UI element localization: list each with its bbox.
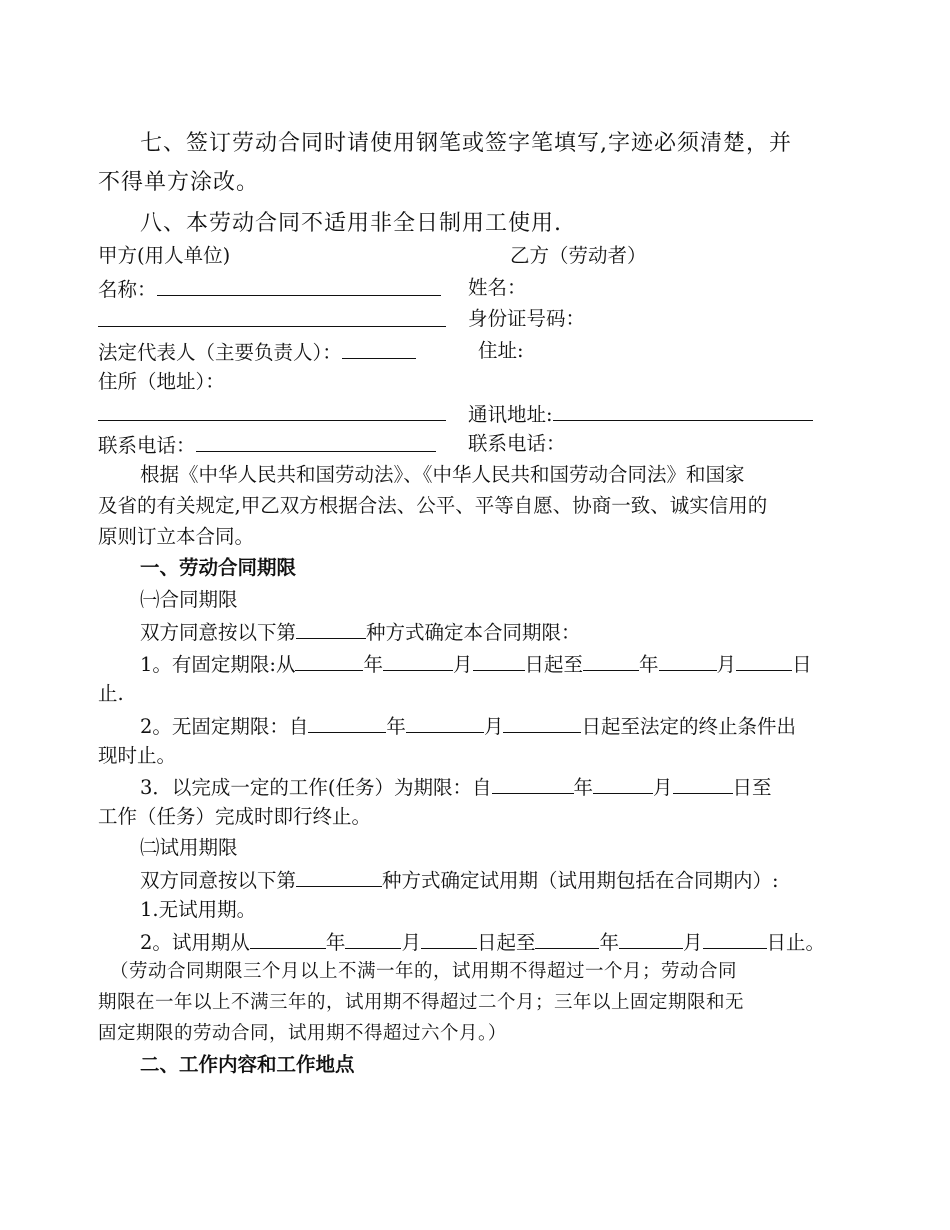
trial-end-day-field[interactable] bbox=[703, 926, 767, 949]
contract-term-choice-field[interactable] bbox=[296, 616, 366, 639]
party-a-residence-label: 住所（地址）： bbox=[98, 370, 225, 393]
open-term-label: 2。无固定期限：自 bbox=[140, 715, 309, 738]
trial-start-day-field[interactable] bbox=[421, 926, 477, 949]
trial-period-label: 2。试用期从 bbox=[140, 931, 250, 954]
month-label: 月 bbox=[453, 653, 473, 676]
party-a-name-continue-row bbox=[98, 304, 446, 336]
month-label: 月 bbox=[483, 715, 504, 738]
party-b-phone-label: 联系电话： bbox=[468, 432, 566, 455]
trial-note-line-1: （劳动合同期限三个月以上不满一年的，试用期不得超过一个月；劳动合同 bbox=[110, 961, 738, 982]
task-term-end: 工作（任务）完成时即行终止。 bbox=[98, 805, 372, 828]
trial-end-label: 日止。 bbox=[766, 931, 826, 954]
preamble-line-3: 原则订立本合同。 bbox=[98, 525, 255, 548]
fixed-start-month-field[interactable] bbox=[383, 648, 453, 671]
month-label: 月 bbox=[682, 931, 703, 954]
open-start-day-field[interactable] bbox=[503, 710, 581, 733]
year-label: 年 bbox=[639, 653, 659, 676]
party-a-name-row bbox=[98, 273, 441, 305]
clause-7-line-2: 不得单方涂改。 bbox=[98, 170, 260, 195]
section-1-title: 一、劳动合同期限 bbox=[140, 556, 297, 579]
trial-period-row bbox=[140, 926, 825, 958]
trial-note-line-3: 固定期限的劳动合同，试用期不得超过六个月。） bbox=[98, 1023, 507, 1044]
party-a-header: 甲方(用人单位) bbox=[98, 244, 231, 267]
party-b-name-label: 姓名： bbox=[468, 276, 527, 299]
open-term-label-b: 日起至法定的终止条件出 bbox=[581, 715, 796, 738]
fixed-term-row bbox=[140, 648, 812, 680]
party-a-residence-row bbox=[98, 398, 446, 430]
year-label: 年 bbox=[599, 931, 619, 954]
day-label: 日 bbox=[792, 653, 812, 676]
party-a-rep-label: 法定代表人（主要负责人）： bbox=[98, 341, 342, 364]
trial-choice-row bbox=[140, 864, 779, 896]
fixed-start-day-field[interactable] bbox=[473, 648, 525, 671]
trial-end-month-field[interactable] bbox=[619, 926, 683, 949]
contract-term-choice-row bbox=[140, 616, 581, 648]
trial-choice-field[interactable] bbox=[296, 864, 382, 887]
contract-term-choice-label-b: 种方式确定本合同期限： bbox=[366, 621, 581, 644]
clause-8: 八、本劳动合同不适用非全日制用工使用. bbox=[140, 211, 562, 236]
open-start-month-field[interactable] bbox=[406, 710, 484, 733]
task-start-month-field[interactable] bbox=[593, 771, 653, 794]
trial-start-month-field[interactable] bbox=[345, 926, 401, 949]
day-from-label: 日起至 bbox=[524, 653, 584, 676]
contract-term-choice-label-a: 双方同意按以下第 bbox=[140, 621, 297, 644]
fixed-end-day-field[interactable] bbox=[736, 648, 792, 671]
party-a-phone-label: 联系电话： bbox=[98, 434, 196, 457]
fixed-start-year-field[interactable] bbox=[295, 648, 363, 671]
task-start-day-field[interactable] bbox=[673, 771, 733, 794]
month-label: 月 bbox=[716, 653, 737, 676]
clause-7-line-1: 七、签订劳动合同时请使用钢笔或签字笔填写,字迹必须清楚，并 bbox=[140, 131, 792, 156]
fixed-term-label: 1。有固定期限:从 bbox=[140, 653, 296, 676]
party-b-header: 乙方（劳动者） bbox=[510, 244, 647, 267]
day-to-label: 日至 bbox=[732, 776, 772, 799]
party-a-name-field[interactable] bbox=[157, 273, 441, 296]
preamble-line-2: 及省的有关规定,甲乙双方根据合法、公平、平等自愿、协商一致、诚实信用的 bbox=[98, 494, 768, 517]
task-term-label: 3．以完成一定的工作(任务）为期限：自 bbox=[140, 776, 492, 799]
party-b-address-label: 住址: bbox=[478, 339, 524, 362]
no-trial-option: 1.无试用期。 bbox=[140, 898, 257, 921]
trial-start-year-field[interactable] bbox=[250, 926, 326, 949]
open-term-end: 现时止。 bbox=[98, 744, 177, 767]
month-label: 月 bbox=[401, 931, 421, 954]
section-2-title: 二、工作内容和工作地点 bbox=[140, 1053, 355, 1076]
party-b-mail-label: 通讯地址: bbox=[468, 403, 553, 426]
trial-choice-label-a: 双方同意按以下第 bbox=[140, 869, 297, 892]
year-label: 年 bbox=[573, 776, 594, 799]
open-start-year-field[interactable] bbox=[308, 710, 386, 733]
year-label: 年 bbox=[325, 931, 346, 954]
party-a-rep-field[interactable] bbox=[342, 336, 416, 359]
party-a-name-label: 名称： bbox=[98, 278, 157, 301]
party-a-rep-row bbox=[98, 336, 416, 368]
open-term-row bbox=[140, 710, 796, 742]
fixed-end-year-field[interactable] bbox=[583, 648, 639, 671]
trial-end-year-field[interactable] bbox=[535, 926, 599, 949]
fixed-end-month-field[interactable] bbox=[659, 648, 717, 671]
preamble-line-1: 根据《中华人民共和国劳动法》、《中华人民共和国劳动合同法》和国家 bbox=[140, 463, 745, 486]
party-a-phone-field[interactable] bbox=[196, 429, 436, 452]
month-label: 月 bbox=[653, 776, 673, 799]
year-label: 年 bbox=[363, 653, 383, 676]
task-term-row bbox=[140, 771, 772, 803]
party-b-id-label: 身份证号码： bbox=[468, 307, 586, 330]
party-a-name-field-2[interactable] bbox=[98, 304, 446, 327]
day-from-label: 日起至 bbox=[476, 931, 536, 954]
party-a-phone-row bbox=[98, 429, 436, 461]
trial-choice-label-b: 种方式确定试用期（试用期包括在合同期内）: bbox=[382, 869, 779, 892]
section-1-sub-1: ㈠合同期限 bbox=[140, 588, 238, 611]
year-label: 年 bbox=[386, 715, 406, 738]
party-b-mail-field[interactable] bbox=[553, 398, 813, 421]
task-start-year-field[interactable] bbox=[492, 771, 574, 794]
fixed-term-end: 止. bbox=[98, 682, 124, 705]
section-1-sub-2: ㈡试用期限 bbox=[140, 836, 238, 859]
party-a-residence-field[interactable] bbox=[98, 398, 446, 421]
party-b-mail-row bbox=[468, 398, 813, 430]
trial-note-line-2: 期限在一年以上不满三年的，试用期不得超过二个月；三年以上固定期限和无 bbox=[98, 992, 745, 1013]
